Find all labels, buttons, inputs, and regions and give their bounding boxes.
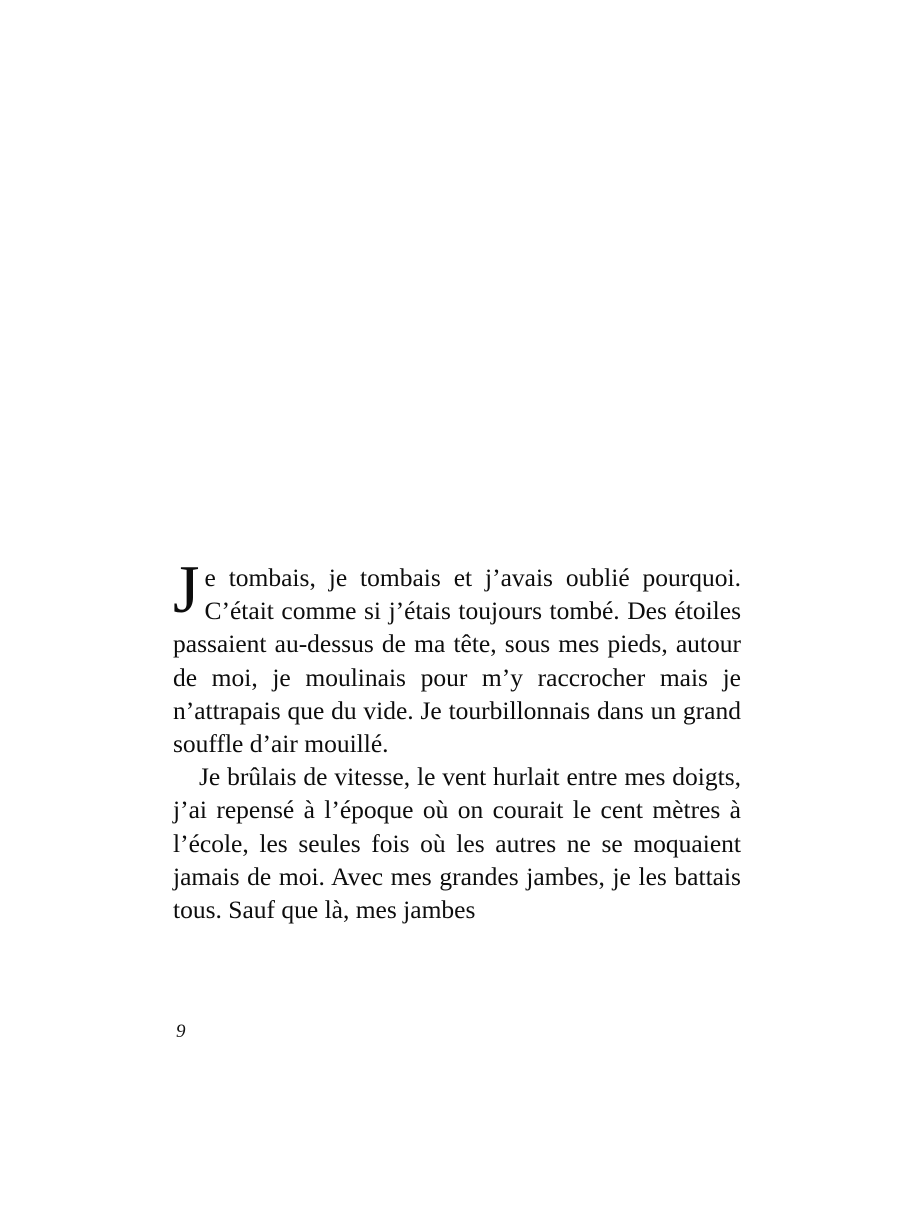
page-text-block [173, 551, 741, 926]
paragraph-opening [173, 551, 741, 760]
paragraph-opening-text: e tombais, je tombais et j’avais oublié pourquoi. C’était comme si j’étais toujours tombé. Des étoiles passaient au-dessus de ma tête, sous mes pieds, autour de moi, je moulinais pour m’y raccrocher mais je n’attrapais que du vide. Je tourbillonnais dans un grand souffle d’air mouillé. [173, 563, 741, 759]
drop-cap-letter: J [173, 551, 200, 627]
paragraph-second: Je brûlais de vitesse, le vent hurlait entre mes doigts, j’ai repensé à l’époque où on courait le cent mètres à l’école, les seules fois où les autres ne se moquaient jamais de moi. Avec mes grandes jambes, je les battais tous. Sauf que là, mes jambes [173, 762, 741, 925]
page-number: 9 [176, 1021, 186, 1042]
